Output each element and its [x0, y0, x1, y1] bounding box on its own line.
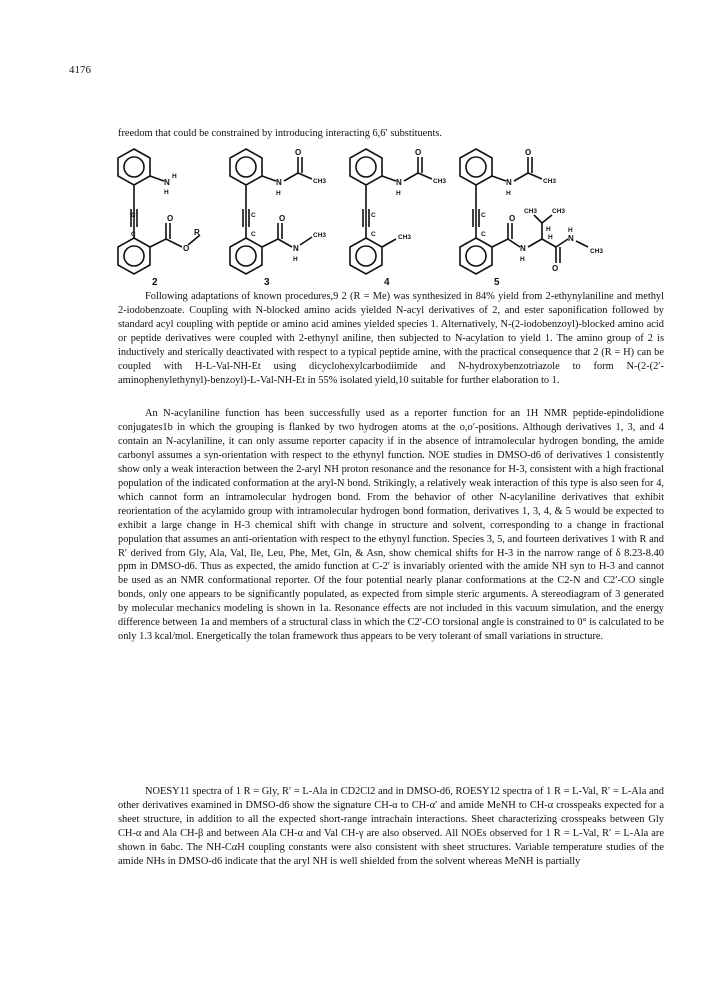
atom-o: O	[279, 214, 286, 223]
atom-c: C	[131, 231, 136, 238]
atom-h: H	[546, 226, 551, 233]
paragraph-noesy: NOESY11 spectra of 1 R = Gly, R′ = L-Ala in CD2Cl2 and in DMSO-d6, ROESY12 spectra of 1 R = L-Val, R′ = L-Ala and other derivatives examined in DMSO-d6 show the signature CH-α to CH-α′ and amide MeNH to CH-α crosspeaks expected for a sheet structure, in addition to all the expected short-range intrachain interactions. Sheet characterizing crosspeaks between Gly CH-α and Ala CH-β and between Ala CH-α and Val CH-γ are also observed. All NOEs observed for 1 R = L-Val, R′ = L-Ala are shown in 6abc. The NH-CαH coupling constants were also consistent with sheet structures. Variable temperature studies of the amide NHs in DMSO-d6 indicate that the aryl NH is well shielded from the solvent whereas MeNH is partially	[118, 786, 664, 867]
compound-label-3: 3	[264, 277, 270, 288]
atom-ch3: CH3	[524, 208, 538, 215]
atom-c: C	[251, 212, 256, 219]
page-number: 4176	[69, 64, 91, 76]
compound-label-5: 5	[494, 277, 500, 288]
atom-n: N	[396, 178, 402, 187]
atom-ch3: CH3	[433, 178, 447, 185]
paragraph-synthesis: Following adaptations of known procedures,9 2 (R = Me) was synthesized in 84% yield from 2-ethynylaniline and methyl 2-iodobenzoate. Coupling with N-blocked amino acids yielded N-acyl derivatives of 2, and ester saponification followed by standard acyl coupling with peptide or amino acid amines yielded species 1. Alternatively, N-(2-iodobenzoyl)-blocked amino acid or peptide derivatives were coupled with 2-ethynyl aniline, then subjected to N-acylation to yield 1. The amino group of 2 is inductively and sterically deactivated with respect to a typical peptide amine, with the practical consequence that 2 (R = H) can be coupled with H-L-Val-NH-Et using dicyclohexylcarbodiimide and N-hydroxybenzotriazole to form N-(2-(2′-aminophenylethynyl)-benzoyl)-L-Val-NH-Et in 55% isolated yield,10 suitable for further elaboration to 1.	[118, 291, 664, 386]
atom-o: O	[415, 148, 422, 157]
paragraph-reporter-function: An N-acylaniline function has been successfully used as a reporter function for an 1H NMR peptide-epindolidione conjugates1b in which the grouping is flanked by two hydrogen atoms at the o,o′-positions. Although derivatives 1, 3, and 4 contain an N-acylaniline, it can only assume reporter capacity if in the absence of intramolecular hydrogen bonding, the amide carbonyl assumes a syn-orientation with respect to the ethynyl function. NOE studies in DMSO-d6 of derivatives 1 consistently show only a weak interaction between the 2-aryl NH proton resonance and the resonance for H-3, consistent with a high fractional population of the indicated conformation at the aryl-N bond. Strikingly, a relatively weak interaction of this type is also seen for 4, which cannot form an intramolecular hydrogen bond. From the behavior of other N-acylaniline derivatives that exhibit reorientation of the acylamido group with intramolecular hydrogen bond formation, derivatives 1, 3, 4, & 5 would be expected to exhibit a large change in H-3 chemical shift with change in structure and solvent, corresponding to a change in fractional population that assumes an anti-orientation with respect to the ethynyl function. Species 3, 5, and fourteen derivatives 1 with R and R′ derived from Gly, Ala, Val, Ile, Leu, Phe, Met, Gln, & Asn, show chemical shifts for H-3 in the narrow range of δ 8.23-8.40 ppm in DMSO-d6. Thus as expected, the amido function at C-2′ is invariably oriented with the amide NH syn to H-3 and cannot be used as an NMR conformational reporter. Of the four potential nearly planar conformations at the C2-N and C2′-CO single bonds, only one appears to be significantly populated, as expected from simple steric arguments. A stereodiagram of 3 generated by molecular mechanics modeling is shown in 1a. Resonance effects are not included in this vacuum simulation, and the energy difference between 1a and members of a structural class in which the C2′-CO torsional angle is constrained to 0° is calculated to be only 1.3 kcal/mol. Energetically the tolan framework thus appears to be very tolerant of small variations in structure.	[118, 408, 664, 643]
atom-n: N	[293, 244, 299, 253]
intro-line: freedom that could be constrained by introducing interacting 6,6′ substituents.	[118, 128, 443, 139]
atom-o: O	[167, 214, 174, 223]
atom-o: O	[552, 264, 559, 273]
atom-ch3: CH3	[552, 208, 566, 215]
atom-h: H	[568, 227, 573, 234]
atom-ch3: CH3	[543, 178, 557, 185]
atom-c: C	[371, 212, 376, 219]
atom-c: C	[251, 231, 256, 238]
atom-c: C	[481, 212, 486, 219]
atom-h: H	[164, 189, 169, 196]
atom-c: C	[371, 231, 376, 238]
structures-figure	[100, 143, 680, 291]
atom-ch3: CH3	[313, 232, 327, 239]
atom-o: O	[509, 214, 516, 223]
atom-h: H	[548, 234, 553, 241]
compound-label-2: 2	[152, 277, 158, 288]
atom-h: H	[520, 256, 525, 263]
atom-h: H	[293, 256, 298, 263]
atom-n: N	[164, 178, 170, 187]
atom-c: C	[481, 231, 486, 238]
atom-n: N	[276, 178, 282, 187]
atom-o: O	[525, 148, 532, 157]
atom-n: N	[568, 234, 574, 243]
atom-h: H	[172, 173, 177, 180]
structure-4	[350, 149, 432, 274]
structure-3	[230, 149, 312, 274]
atom-h: H	[506, 190, 511, 197]
atom-n: N	[520, 244, 526, 253]
chemical-structures	[100, 143, 680, 291]
atom-ch3: CH3	[398, 234, 412, 241]
atom-o: O	[183, 244, 190, 253]
atom-h: H	[276, 190, 281, 197]
atom-r: R	[194, 228, 200, 237]
atom-h: H	[396, 190, 401, 197]
atom-c: C	[131, 212, 136, 219]
atom-o: O	[295, 148, 302, 157]
atom-ch3: CH3	[590, 248, 604, 255]
compound-label-4: 4	[384, 277, 390, 288]
structure-5-labels	[481, 148, 603, 288]
atom-ch3: CH3	[313, 178, 327, 185]
atom-n: N	[506, 178, 512, 187]
